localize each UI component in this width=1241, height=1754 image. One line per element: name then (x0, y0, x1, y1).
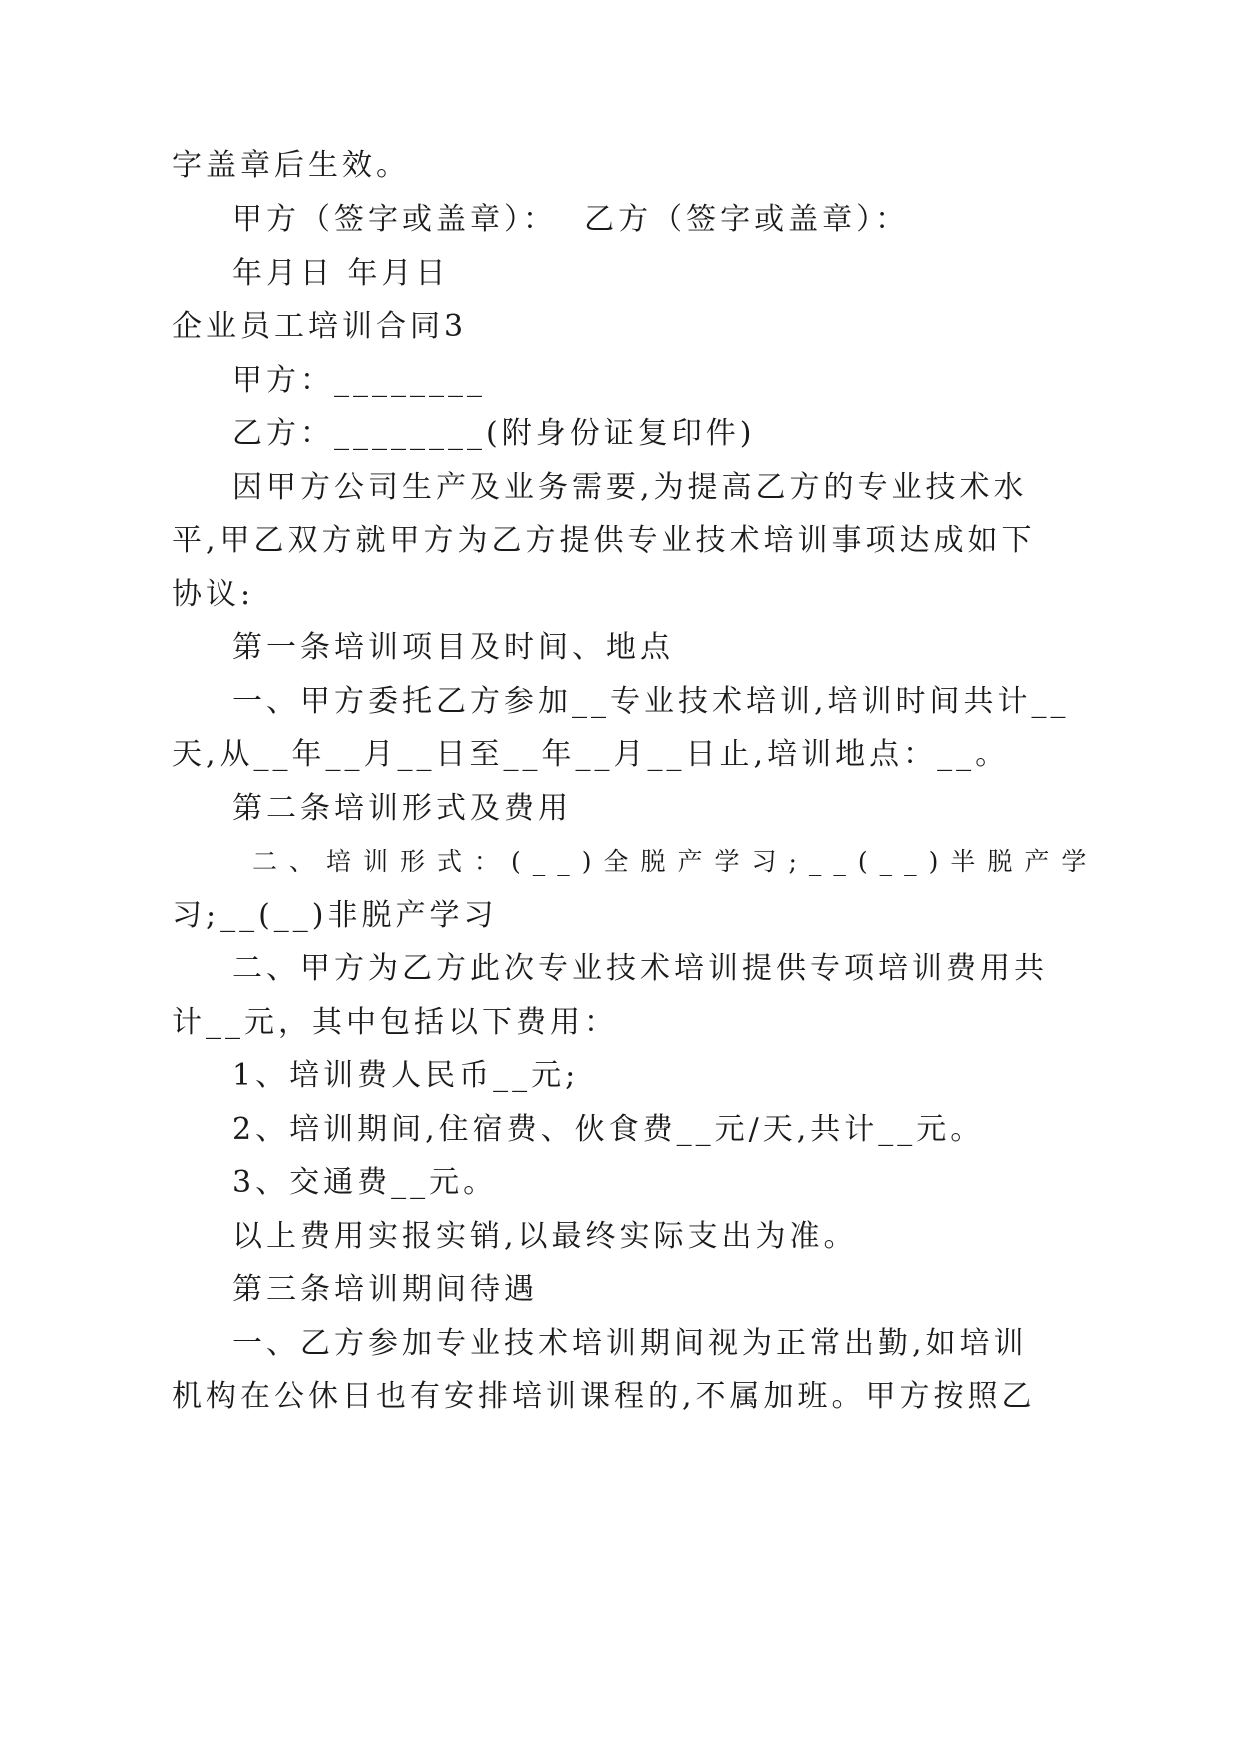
text-line-training-form-2: 习;__(__)非脱产学习 (172, 898, 498, 933)
party-b-field: 乙方：________(附身份证复印件) (232, 416, 756, 451)
text-line-preamble-1: 因甲方公司生产及业务需要,为提高乙方的专业技术水 (232, 470, 1028, 505)
text-line-article-3-2: 机构在公休日也有安排培训课程的,不属加班。甲方按照乙 (172, 1379, 1036, 1414)
text-line-article-3-1: 一、乙方参加专业技术培训期间视为正常出勤,如培训 (232, 1326, 1028, 1361)
party-a-field: 甲方：________ (232, 363, 486, 398)
article-3-heading: 第三条培训期间待遇 (232, 1272, 538, 1307)
text-line-article-1-2: 天,从__年__月__日至__年__月__日止,培训地点：__。 (172, 737, 1010, 772)
text-line-cost-item-3: 3、交通费__元。 (232, 1165, 498, 1200)
text-line-preamble-3: 协议: (172, 577, 255, 612)
text-line-cost-note: 以上费用实报实销,以最终实际支出为准。 (232, 1219, 858, 1254)
text-line-cost-2: 计__元，其中包括以下费用： (172, 1005, 618, 1040)
text-line-article-1-1: 一、甲方委托乙方参加__专业技术培训,培训时间共计__ (232, 684, 1070, 719)
text-line-signature-effective: 字盖章后生效。 (172, 148, 410, 183)
text-line-training-form-1: 二、培训形式：(__)全脱产学习;__(__)半脱产学 (232, 847, 1099, 876)
article-1-heading: 第一条培训项目及时间、地点 (232, 630, 674, 665)
text-line-preamble-2: 平,甲乙双方就甲方为乙方提供专业技术培训事项达成如下 (172, 523, 1036, 558)
section-title: 企业员工培训合同3 (172, 309, 468, 344)
text-line-dates: 年月日 年月日 (232, 256, 450, 291)
text-line-signatures: 甲方（签字或盖章）： 乙方（签字或盖章）： (232, 202, 910, 237)
text-line-cost-item-1: 1、培训费人民币__元; (232, 1058, 580, 1093)
text-line-cost-item-2: 2、培训期间,住宿费、伙食费__元/天,共计__元。 (232, 1112, 985, 1147)
text-line-cost-1: 二、甲方为乙方此次专业技术培训提供专项培训费用共 (232, 951, 1048, 986)
article-2-heading: 第二条培训形式及费用 (232, 791, 572, 826)
